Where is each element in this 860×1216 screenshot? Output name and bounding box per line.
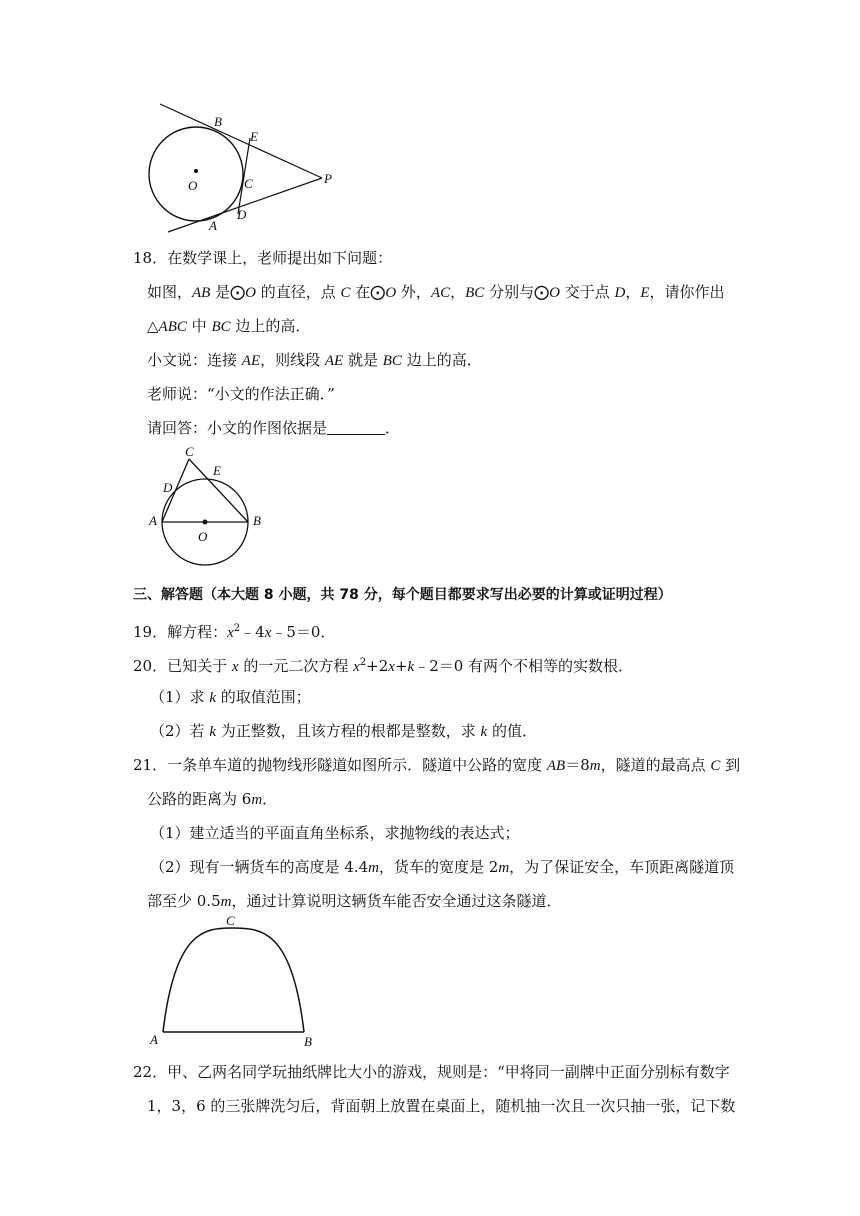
label-b: B: [304, 1034, 312, 1049]
label-b: B: [253, 513, 261, 528]
label-o: O: [198, 529, 208, 544]
q20: 20．已知关于 x 的一元二次方程 $x^2+2x+k﹣2=0$ 有两个不相等的实数根．: [133, 657, 634, 675]
q18-teacher: 老师说：“小文的作法正确．”: [147, 385, 335, 403]
q18-answer-prompt: 请回答：小文的作图依据是 ．: [147, 419, 401, 437]
q20-part-2: （2）若 k 为正整数，且该方程的根都是整数，求 k 的值．: [150, 722, 537, 740]
q21-part-2-cont: 部至少 0.5m，通过计算说明这辆货车能否安全通过这条隧道．: [147, 892, 562, 910]
label-e: E: [213, 463, 221, 478]
label-d: D: [237, 207, 247, 222]
label-e: E: [250, 129, 258, 144]
q22-line-2: 1，3，6 的三张牌洗匀后，背面朝上放置在桌面上，随机抽一次且一次只抽一张，记下数: [147, 1097, 736, 1115]
label-a: A: [150, 1032, 158, 1047]
q18-paragraph-1: 如图，AB 是⨀O 的直径，点 C 在⨀O 外，AC，BC 分别与⨀O 交于点 D，E，请你作出: [147, 283, 725, 301]
section-heading: 三、解答题（本大题 8 小题，共 78 分，每个题目都要求写出必要的计算或证明过程）: [133, 587, 672, 603]
label-a: A: [209, 218, 217, 233]
label-c: C: [244, 176, 253, 191]
label-d: D: [163, 480, 173, 495]
q18-title: 18．在数学课上，老师提出如下问题：: [133, 249, 393, 267]
label-b: B: [214, 114, 222, 129]
q22: 22．甲、乙两名同学玩抽纸牌比大小的游戏，规则是：“甲将同一副牌中正面分别标有数字: [133, 1063, 730, 1081]
q21: 21．一条单车道的抛物线形隧道如图所示．隧道中公路的宽度 AB＝8m，隧道的最高点 C 到: [133, 756, 741, 774]
label-c: C: [226, 913, 235, 928]
q20-part-1: （1）求 k 的取值范围；: [150, 688, 311, 706]
q19: 19．解方程：$x^2﹣4x﹣5=0$．: [133, 623, 336, 641]
label-c: C: [185, 444, 194, 459]
label-p: P: [324, 171, 332, 186]
q18-paragraph-2: △ABC 中 BC 边上的高．: [147, 317, 311, 335]
q18-xiaowen: 小文说：连接 AE，则线段 AE 就是 BC 边上的高．: [147, 351, 482, 369]
q18-number: 18．: [133, 249, 168, 267]
q21-part-2: （2）现有一辆货车的高度是 4.4m，货车的宽度是 2m，为了保证安全，车顶距离隧道顶: [150, 858, 735, 876]
parabola-arc: [163, 928, 304, 1032]
label-o: O: [188, 178, 198, 193]
label-a: A: [149, 513, 157, 528]
q21-line-2: 公路的距离为 6m．: [147, 790, 278, 808]
q21-part-1: （1）建立适当的平面直角坐标系，求抛物线的表达式；: [150, 824, 520, 842]
